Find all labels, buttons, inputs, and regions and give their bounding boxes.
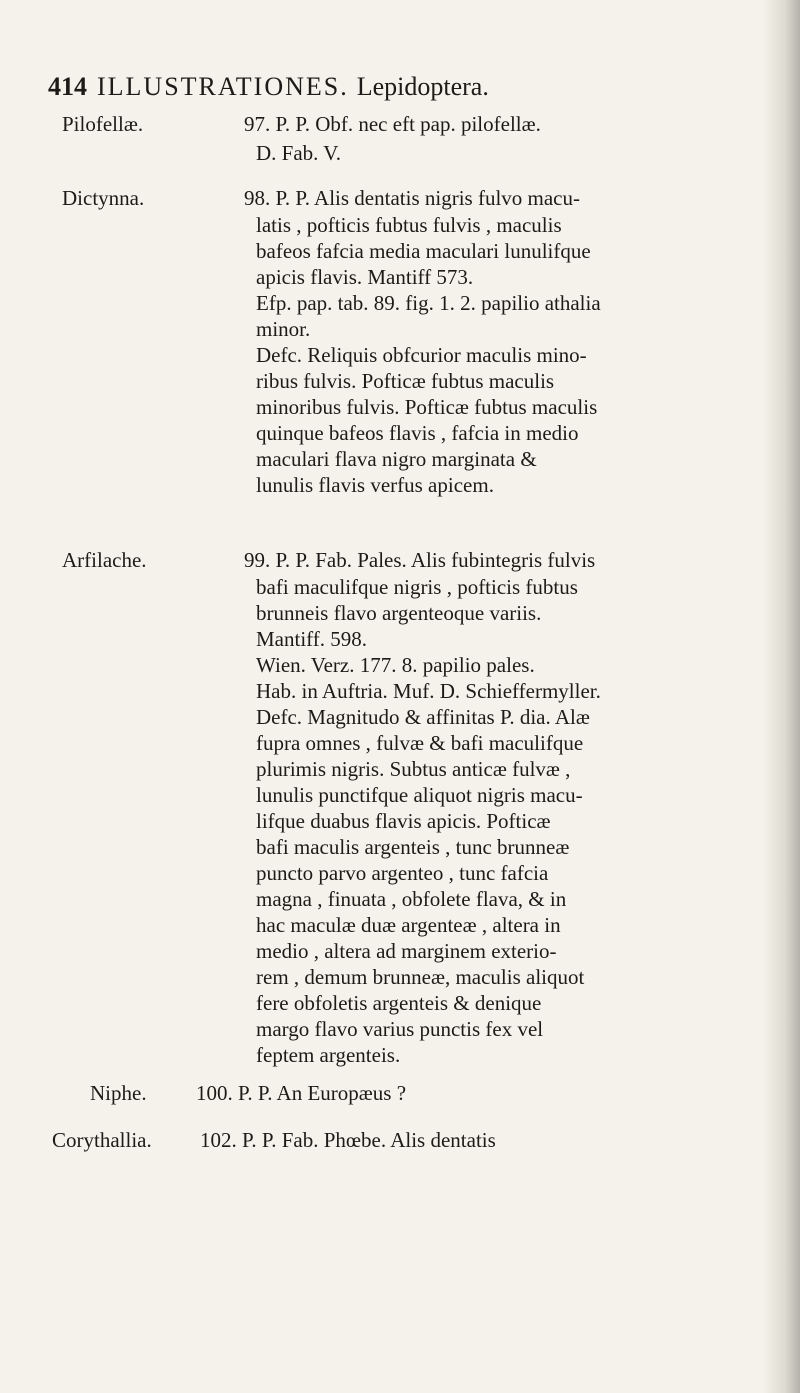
- entry-line: medio , altera ad marginem exterio-: [256, 939, 557, 963]
- entry-line: Defc. Reliquis obfcurior maculis mino-: [256, 343, 587, 367]
- entry-line: maculari flava nigro marginata &: [256, 447, 537, 471]
- entry-line: 98. P. P. Alis dentatis nigris fulvo macu-: [244, 186, 580, 210]
- entry-line: lunulis punctifque aliquot nigris macu-: [256, 783, 583, 807]
- entry-line: rem , demum brunneæ, maculis aliquot: [256, 965, 585, 989]
- entry-line: quinque bafeos flavis , fafcia in medio: [256, 421, 579, 445]
- entry-line: bafeos fafcia media maculari lunulifque: [256, 239, 591, 263]
- entry-line: Efp. pap. tab. 89. fig. 1. 2. papilio athalia: [256, 291, 601, 315]
- entry-label: Niphe.: [90, 1081, 147, 1105]
- entry-line: margo flavo varius punctis fex vel: [256, 1017, 544, 1041]
- entry-line: Hab. in Auftria. Muf. D. Schieffermyller.: [256, 679, 601, 703]
- entry-line: latis , pofticis fubtus fulvis , maculis: [256, 213, 562, 237]
- entry-label: Arfilache.: [62, 548, 147, 572]
- entry-line: 97. P. P. Obf. nec eft pap. pilofellæ.: [244, 112, 541, 136]
- entry-line: fere obfoletis argenteis & denique: [256, 991, 542, 1015]
- page-edge-shadow: [762, 0, 800, 1393]
- entry-line: lifque duabus flavis apicis. Pofticæ: [256, 809, 551, 833]
- entry-line: Mantiff. 598.: [256, 627, 368, 651]
- entry-line: 102. P. P. Fab. Phœbe. Alis dentatis: [200, 1128, 496, 1152]
- entry-line: bafi maculis argenteis , tunc brunneæ: [256, 835, 570, 859]
- header-title: ILLUSTRATIONES.: [97, 72, 349, 101]
- entry-line: 99. P. P. Fab. Pales. Alis fubintegris fulvis: [244, 548, 596, 572]
- entry-line: Wien. Verz. 177. 8. papilio pales.: [256, 653, 535, 677]
- entry-line: 100. P. P. An Europæus ?: [196, 1081, 407, 1105]
- entry-line: apicis flavis. Mantiff 573.: [256, 265, 474, 289]
- page-number: 414: [48, 72, 87, 101]
- entry-line: magna , finuata , obfolete flava, & in: [256, 887, 567, 911]
- entry-line: minor.: [256, 317, 311, 341]
- entry-line: ribus fulvis. Pofticæ fubtus maculis: [256, 369, 555, 393]
- entry-label: Dictynna.: [62, 186, 145, 210]
- entry-line: minoribus fulvis. Pofticæ fubtus maculis: [256, 395, 598, 419]
- running-header: [48, 72, 728, 112]
- header-subtitle: Lepidoptera.: [356, 72, 489, 101]
- entry-line: puncto parvo argenteo , tunc fafcia: [256, 861, 549, 885]
- entry-line: feptem argenteis.: [256, 1043, 401, 1067]
- entry-line: bafi maculifque nigris , pofticis fubtus: [256, 575, 578, 599]
- entry-line: hac maculæ duæ argenteæ , altera in: [256, 913, 561, 937]
- entry-line: fupra omnes , fulvæ & bafi maculifque: [256, 731, 584, 755]
- entry-label: Corythallia.: [52, 1128, 152, 1152]
- entry-label: Pilofellæ.: [62, 112, 144, 136]
- entry-line: Defc. Magnitudo & affinitas P. dia. Alæ: [256, 705, 590, 729]
- entry-line: plurimis nigris. Subtus anticæ fulvæ ,: [256, 757, 571, 781]
- entry-line: lunulis flavis verfus apicem.: [256, 473, 494, 497]
- entry-line: D. Fab. V.: [256, 141, 341, 165]
- entry-line: brunneis flavo argenteoque variis.: [256, 601, 542, 625]
